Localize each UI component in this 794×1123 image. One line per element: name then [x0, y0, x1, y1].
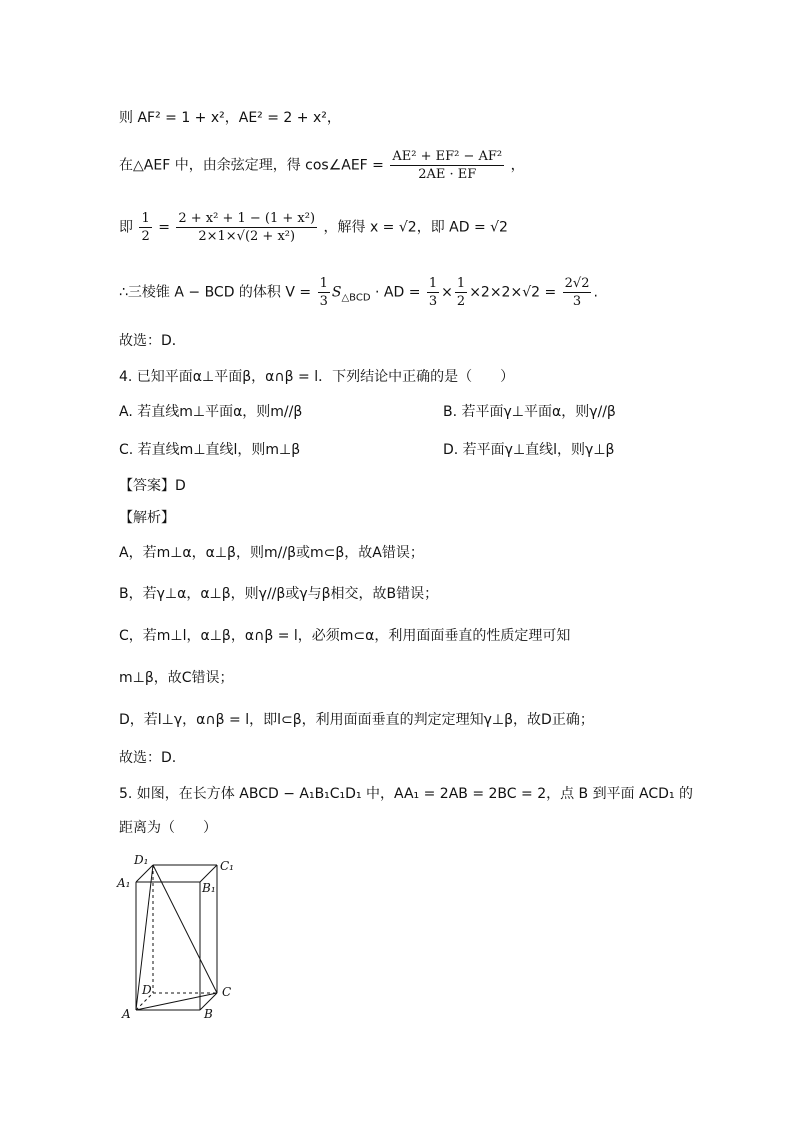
frac-num: 1: [456, 276, 466, 291]
q4-option-d: D. 若平面γ⊥直线l，则γ⊥β: [443, 442, 615, 458]
half-fraction-2: [455, 275, 467, 310]
derivation-line-1: 则 AF² = 1 + x²，AE² = 2 + x²，: [119, 110, 341, 126]
cosine-denominator: 2AE · EF: [418, 167, 477, 182]
area-symbol: S: [331, 284, 342, 301]
cosine-fraction: [390, 148, 504, 183]
frac-num: 1: [428, 276, 438, 291]
edge-B1C1: [200, 865, 217, 882]
label-B: B: [204, 1007, 213, 1021]
label-B1: B₁: [202, 881, 216, 895]
third-fraction-2: [427, 275, 439, 310]
q4-option-a: A. 若直线m⊥平面α，则m//β: [119, 404, 303, 420]
volume-mid: · AD =: [374, 284, 421, 301]
third-fraction-1: [318, 275, 330, 310]
analysis-label: 【解析】: [119, 510, 175, 526]
label-A: A: [122, 1007, 131, 1021]
frac-den: 3: [319, 294, 328, 309]
analysis-b: B，若γ⊥α，α⊥β，则γ//β或γ与β相交，故B错误；: [119, 586, 439, 602]
analysis-c-2: m⊥β，故C错误；: [119, 670, 234, 686]
question-5-stem-2: 距离为（ ）: [119, 820, 217, 836]
frac-num: 2√2: [564, 276, 590, 291]
volume-lead: ∴三棱锥 A − BCD 的体积 V =: [119, 284, 312, 301]
equals: =: [158, 219, 170, 236]
label-A1: A₁: [117, 876, 131, 890]
cosine-law-lead: 在△AEF 中，由余弦定理，得 cos∠AEF =: [119, 157, 384, 174]
frac-den: 2: [456, 294, 466, 309]
half-denominator: 2: [141, 229, 150, 244]
answer-label: 【答案】D: [119, 478, 186, 494]
area-subscript: △BCD: [341, 292, 371, 304]
derivation-line-3: [119, 210, 508, 245]
period: .: [593, 284, 598, 301]
ji-lead: 即: [119, 219, 133, 236]
label-D: D: [142, 983, 152, 997]
half-numerator: 1: [141, 211, 150, 226]
edge-A1D1: [136, 865, 153, 882]
choose-line-2: 故选：D.: [119, 750, 177, 766]
derivation-line-2: [119, 148, 525, 183]
times: ×: [441, 284, 453, 301]
q4-option-c: C. 若直线m⊥直线l，则m⊥β: [119, 442, 301, 458]
cosine-numerator: AE² + EF² − AF²: [392, 149, 503, 164]
frac-den: 3: [572, 294, 582, 309]
analysis-d: D，若l⊥γ，α∩β = l，即l⊂β，利用面面垂直的判定定理知γ⊥β，故D正确；: [119, 712, 594, 728]
question-5-stem-1: 5. 如图，在长方体 ABCD − A₁B₁C₁D₁ 中，AA₁ = 2AB = 2BC = 2，点 B 到平面 ACD₁ 的: [119, 786, 694, 802]
product-rest: ×2×2×√2 =: [469, 284, 557, 301]
cuboid-figure: [112, 850, 252, 1025]
equation-fraction: [176, 210, 317, 245]
q4-option-b: B. 若平面γ⊥平面α，则γ//β: [443, 404, 616, 420]
frac-num: 1: [319, 276, 328, 291]
equation-numerator: 2 + x² + 1 − (1 + x²): [178, 211, 316, 226]
analysis-a: A，若m⊥α，α⊥β，则m//β或m⊂β，故A错误；: [119, 545, 424, 561]
equation-denominator: 2×1×√(2 + x²): [198, 229, 296, 244]
frac-den: 3: [428, 294, 438, 309]
volume-line: [119, 275, 598, 310]
label-C1: C₁: [220, 859, 234, 873]
result-fraction: [563, 275, 592, 310]
choose-line-1: 故选：D．: [119, 333, 186, 349]
label-D1: D₁: [134, 853, 149, 867]
question-4-stem: 4. 已知平面α⊥平面β，α∩β = l．下列结论中正确的是（ ）: [119, 369, 515, 385]
solution-text: ，解得 x = √2，即 AD = √2: [323, 219, 508, 236]
analysis-c-1: C，若m⊥l，α⊥β，α∩β = l，必须m⊂α，利用面面垂直的性质定理可知: [119, 628, 571, 644]
label-C: C: [222, 985, 232, 999]
half-fraction: [139, 210, 151, 245]
comma: ，: [510, 157, 525, 174]
